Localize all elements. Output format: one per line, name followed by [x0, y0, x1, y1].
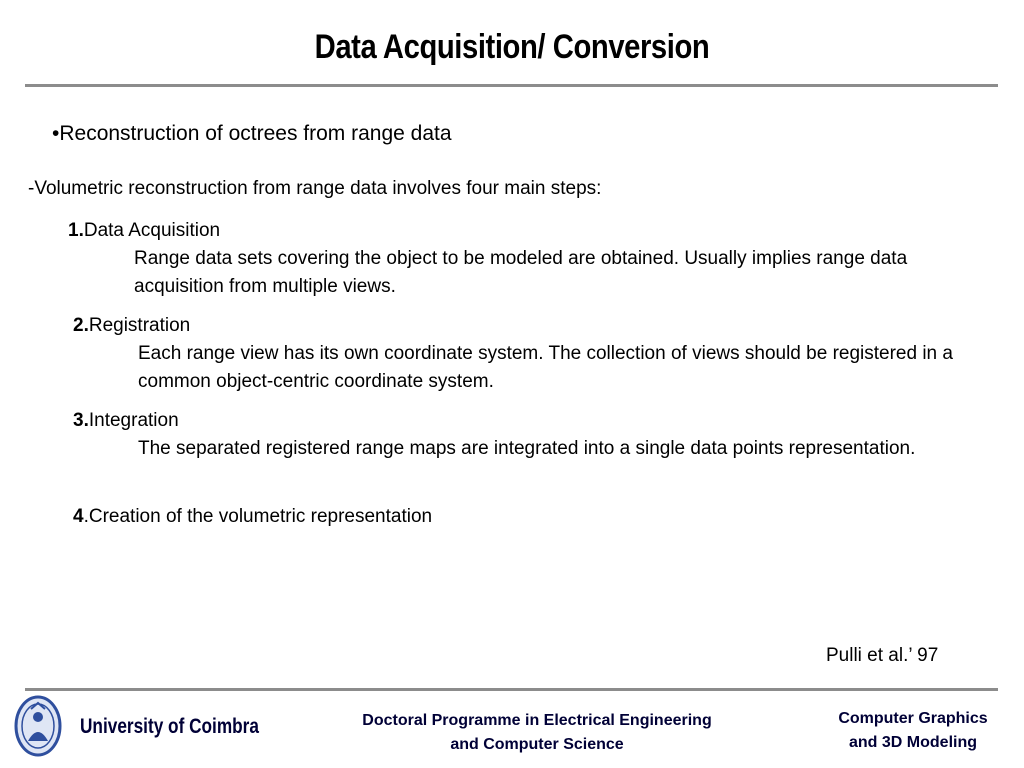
university-name: University of Coimbra: [80, 715, 259, 738]
top-divider: [25, 84, 998, 87]
slide-title: Data Acquisition/ Conversion: [314, 28, 710, 66]
step-number: 1.: [68, 220, 84, 241]
step-label: Data Acquisition: [83, 220, 221, 241]
programme-name: Doctoral Programme in Electrical Engineering and Computer Science: [362, 712, 712, 753]
step-number: 2.: [73, 315, 89, 336]
step-label: Registration: [88, 315, 191, 336]
step-1: [68, 217, 968, 301]
university-seal-icon: [14, 695, 62, 757]
step-label: Integration: [88, 410, 179, 431]
bottom-divider: [25, 688, 998, 691]
step-description: Range data sets covering the object to be modeled are obtained. Usually implies range data acquisition from multiple views.: [134, 248, 908, 297]
step-label: .Creation of the volumetric representation: [83, 506, 433, 527]
step-2: [73, 312, 973, 396]
step-number: 4: [73, 506, 84, 527]
step-description: Each range view has its own coordinate system. The collection of views should be registered in a common object-centric coordinate system.: [138, 343, 953, 392]
step-3: [73, 407, 973, 463]
course-name: Computer Graphics and 3D Modeling: [838, 710, 988, 751]
step-description: The separated registered range maps are integrated into a single data points representation.: [138, 438, 916, 459]
step-number: 3.: [73, 410, 89, 431]
citation: Pulli et al.’ 97: [826, 645, 939, 666]
bullet-heading: •Reconstruction of octrees from range data: [52, 122, 452, 145]
step-4: [73, 503, 973, 531]
intro-text: -Volumetric reconstruction from range data involves four main steps:: [28, 178, 602, 199]
